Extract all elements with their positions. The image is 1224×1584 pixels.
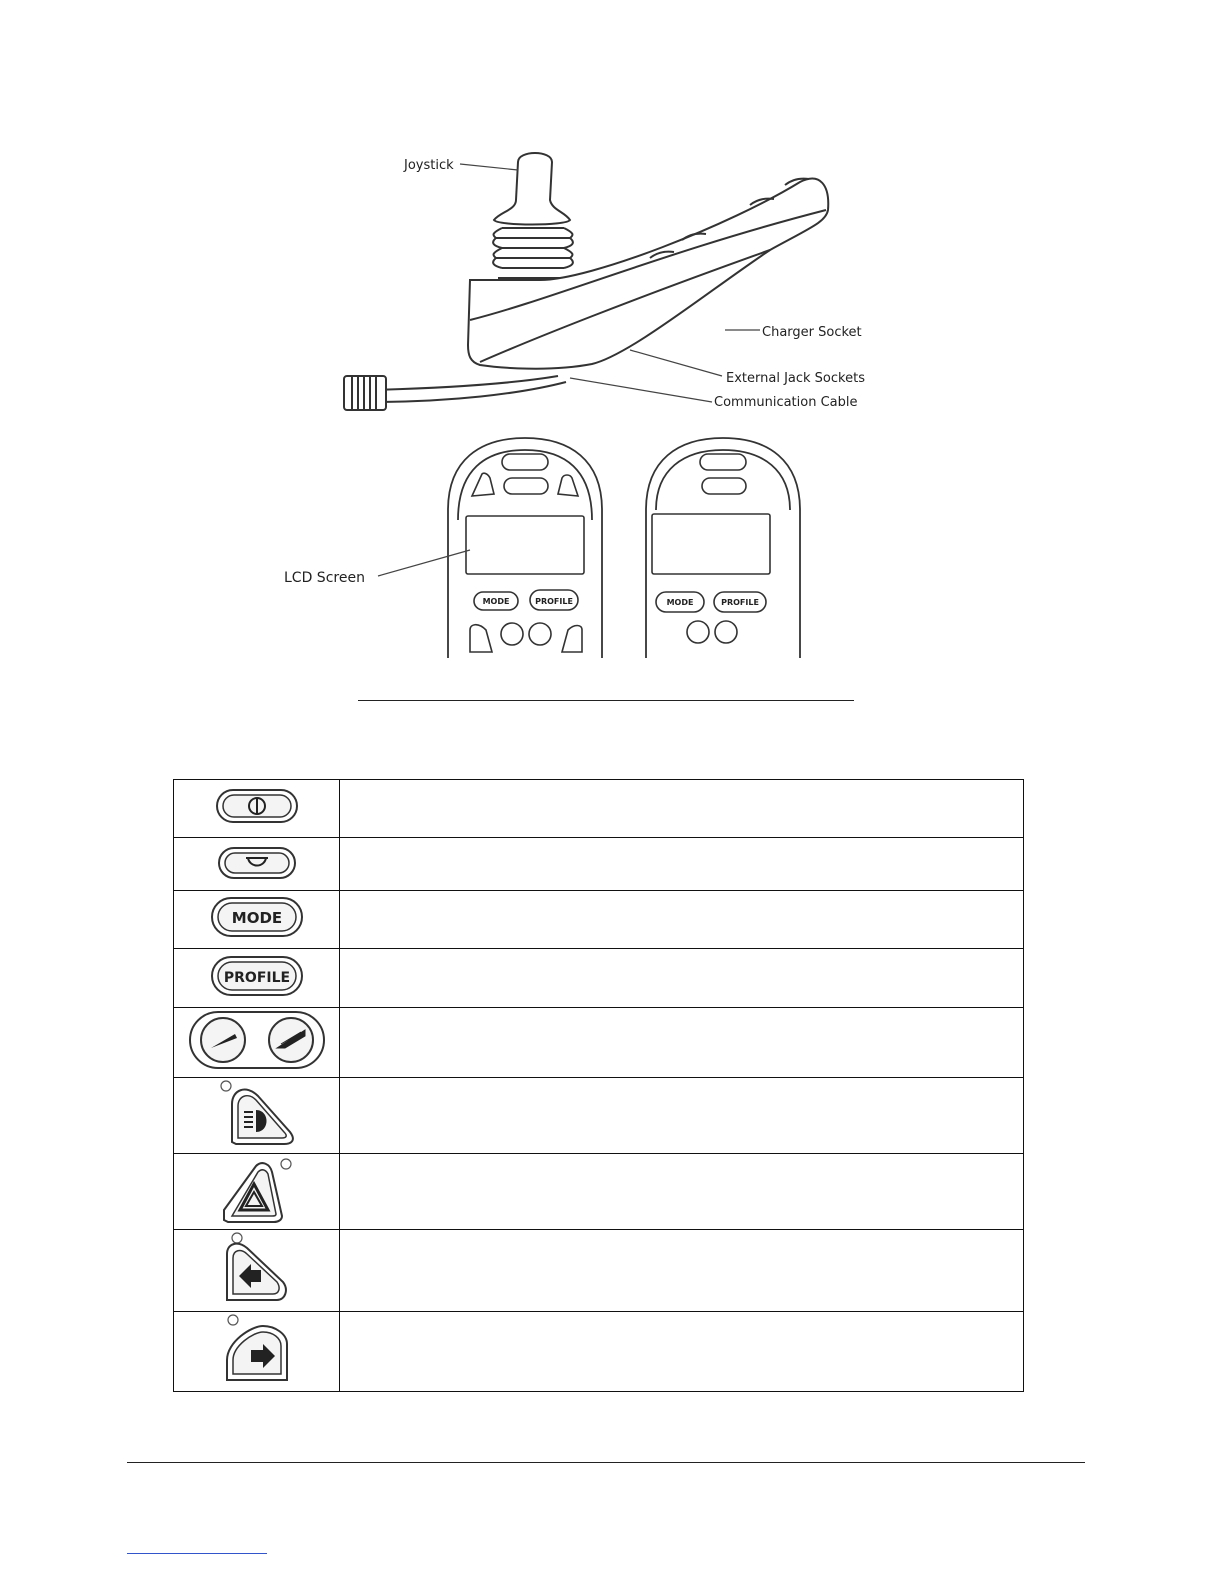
speed-buttons-icon xyxy=(187,1008,327,1072)
keypad-left-profile-label: PROFILE xyxy=(535,597,573,606)
left-indicator-button-icon xyxy=(217,1230,297,1306)
footer-link-underline[interactable] xyxy=(127,1553,267,1554)
mode-button-label: MODE xyxy=(231,909,282,927)
description-power xyxy=(340,780,1024,838)
description-profile xyxy=(340,949,1024,1008)
label-charger-socket: Charger Socket xyxy=(762,325,862,340)
table-row xyxy=(174,1078,1024,1154)
table-row xyxy=(174,780,1024,838)
table-row xyxy=(174,1008,1024,1078)
keypad-right-profile-label: PROFILE xyxy=(721,598,759,607)
profile-button-icon xyxy=(209,954,305,998)
description-left-indicator xyxy=(340,1230,1024,1312)
description-mode xyxy=(340,891,1024,949)
hazard-button-icon xyxy=(212,1154,302,1224)
label-lcd-screen: LCD Screen xyxy=(284,570,365,586)
right-indicator-button-icon xyxy=(217,1312,297,1386)
button-reference-table xyxy=(173,779,1024,1392)
joystick-controller-illustration xyxy=(330,140,890,430)
table-row xyxy=(174,1312,1024,1392)
profile-button-label: PROFILE xyxy=(223,969,290,986)
keypad-right-mode-label: MODE xyxy=(666,598,694,607)
description-right-indicator xyxy=(340,1312,1024,1392)
mode-button-icon xyxy=(209,895,305,939)
table-row xyxy=(174,1154,1024,1230)
table-row xyxy=(174,891,1024,949)
description-speed xyxy=(340,1008,1024,1078)
keypad-left-mode-label: MODE xyxy=(482,597,510,606)
table-row xyxy=(174,1230,1024,1312)
figure-caption-rule xyxy=(358,700,854,701)
headlight-button-icon xyxy=(212,1078,302,1148)
footer-rule xyxy=(127,1462,1085,1463)
table-row xyxy=(174,949,1024,1008)
label-communication-cable: Communication Cable xyxy=(714,395,858,410)
power-button-icon xyxy=(214,786,300,826)
description-hazard xyxy=(340,1154,1024,1230)
description-horn xyxy=(340,838,1024,891)
keypad-illustration xyxy=(280,430,820,670)
label-joystick: Joystick xyxy=(404,158,454,173)
description-headlight xyxy=(340,1078,1024,1154)
label-external-jack-sockets: External Jack Sockets xyxy=(726,371,865,386)
horn-button-icon xyxy=(214,842,300,882)
table-row xyxy=(174,838,1024,891)
